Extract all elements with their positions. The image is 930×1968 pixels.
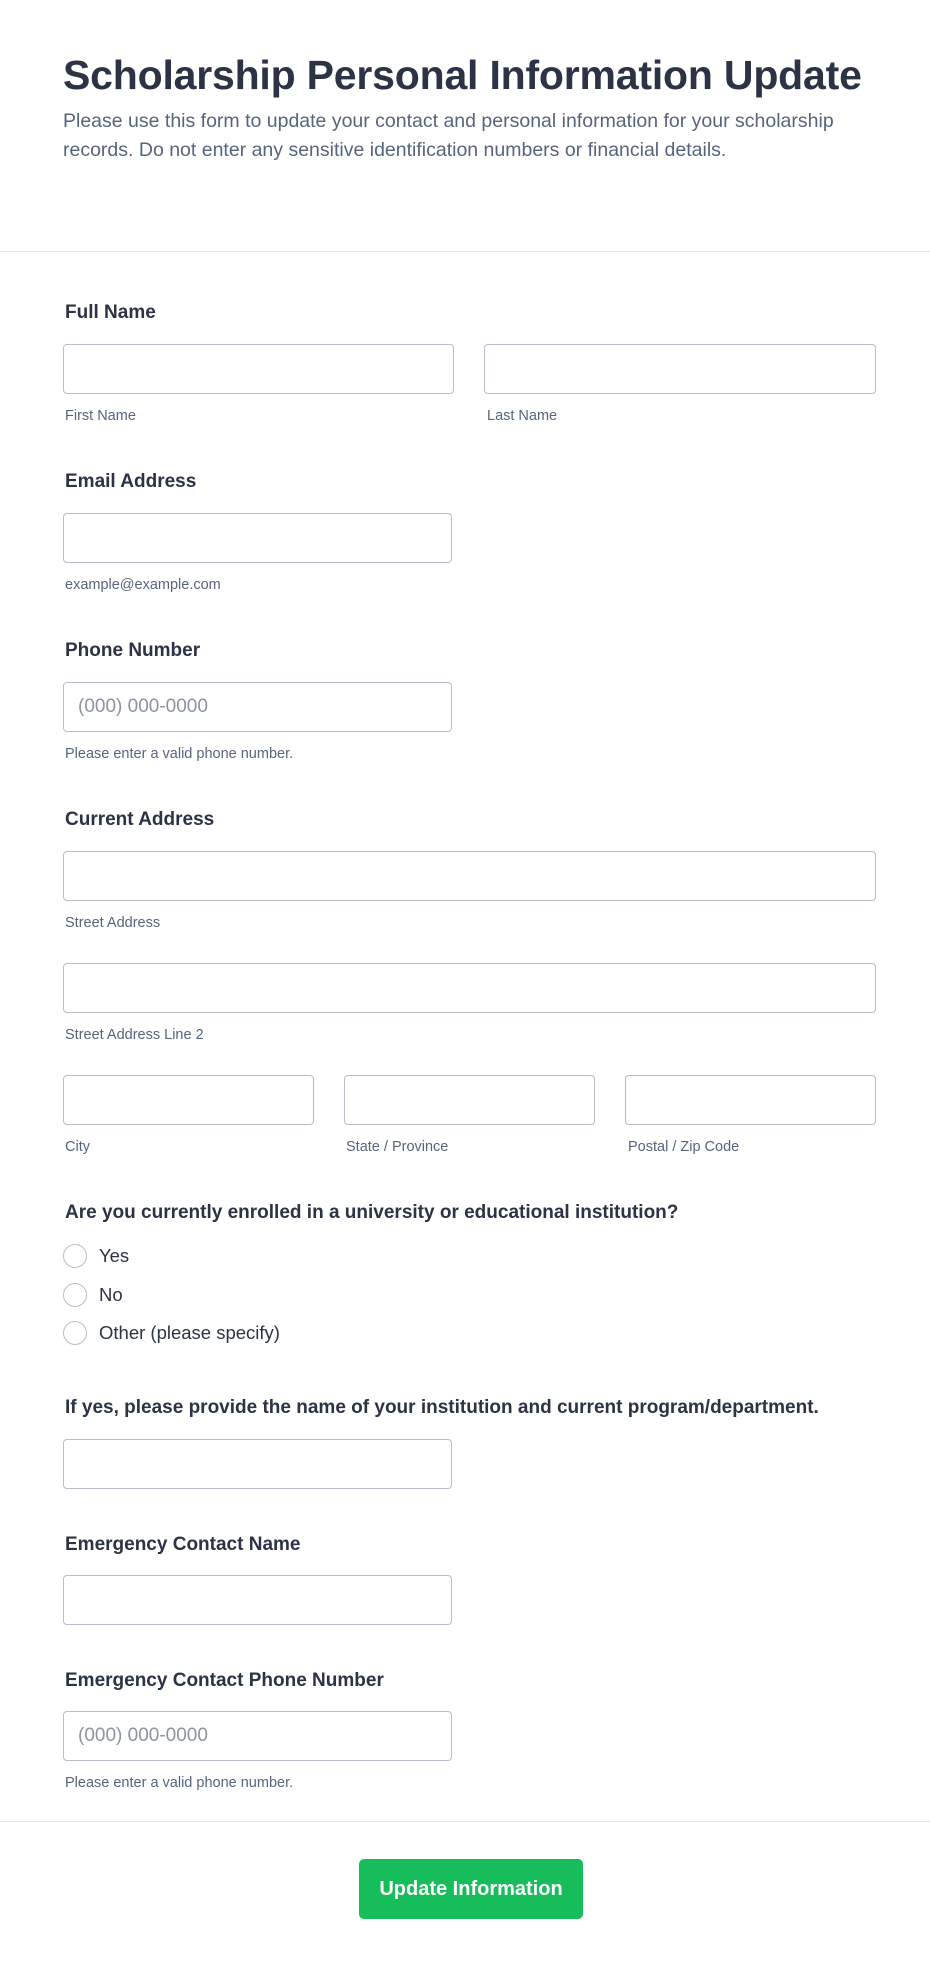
last-name-sublabel: Last Name [487,408,558,424]
emergency-name-input[interactable] [63,1575,452,1625]
radio-option-label: Other (please specify) [99,1322,280,1343]
enrolled-label: Are you currently enrolled in a university or educational institution? [65,1202,679,1223]
institution-label: If yes, please provide the name of your institution and current program/department. [65,1397,819,1418]
radio-option-no[interactable] [63,1282,123,1308]
zip-input[interactable] [625,1075,876,1125]
street-address-line2-sublabel: Street Address Line 2 [65,1027,204,1043]
last-name-input[interactable] [484,344,876,394]
full-name-label: Full Name [65,302,156,323]
radio-circle[interactable] [63,1244,87,1268]
update-information-button[interactable]: Update Information [359,1859,583,1919]
radio-option-label: Yes [99,1245,130,1266]
city-sublabel: City [65,1139,90,1155]
email-input[interactable] [63,513,452,563]
emergency-phone-sublabel: Please enter a valid phone number. [65,1775,294,1791]
emergency-name-label: Emergency Contact Name [65,1534,301,1555]
zip-sublabel: Postal / Zip Code [628,1139,740,1155]
phone-input[interactable] [63,682,452,732]
email-sublabel: example@example.com [65,577,221,593]
phone-sublabel: Please enter a valid phone number. [65,746,294,762]
form-header [0,0,930,252]
state-sublabel: State / Province [346,1139,449,1155]
emergency-phone-input[interactable] [63,1711,452,1761]
radio-option-label: No [99,1284,123,1305]
first-name-input[interactable] [63,344,454,394]
institution-input[interactable] [63,1439,452,1489]
street-address-sublabel: Street Address [65,915,161,931]
city-input[interactable] [63,1075,314,1125]
footer-divider [0,1821,930,1822]
phone-label: Phone Number [65,640,201,661]
form-description: Please use this form to update your contact and personal information for your scholarship records. Do not enter any sensitive identification numbers or financial details. [63,110,834,161]
address-label: Current Address [65,809,215,830]
radio-option-other[interactable] [63,1320,280,1346]
email-label: Email Address [65,471,197,492]
radio-option-yes[interactable] [63,1243,129,1269]
page-title: Scholarship Personal Information Update [63,52,862,98]
first-name-sublabel: First Name [65,408,136,424]
emergency-phone-label: Emergency Contact Phone Number [65,1670,384,1691]
state-input[interactable] [344,1075,595,1125]
radio-circle[interactable] [63,1283,87,1307]
street-address-line2-input[interactable] [63,963,876,1013]
radio-circle[interactable] [63,1321,87,1345]
street-address-input[interactable] [63,851,876,901]
